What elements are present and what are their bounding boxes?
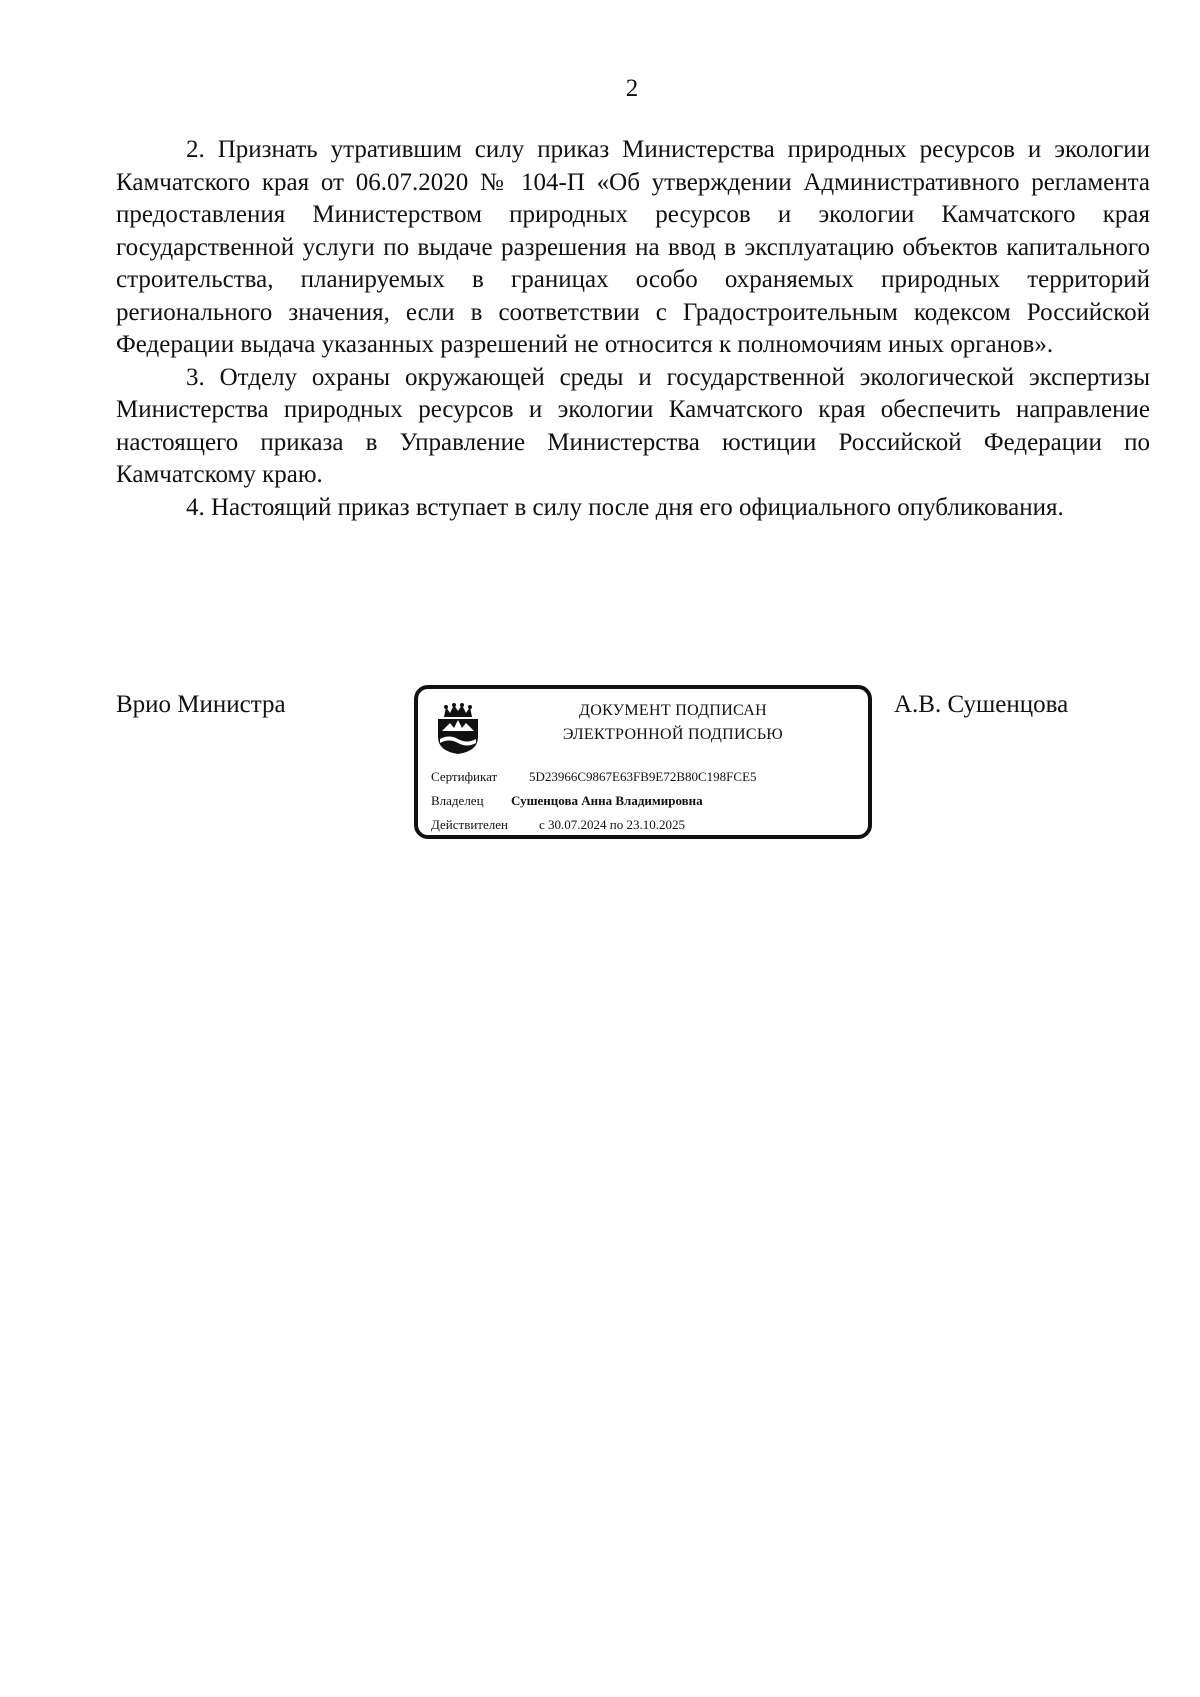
kamchatka-coat-of-arms-icon	[436, 701, 480, 755]
stamp-owner-row	[431, 793, 703, 809]
paragraph-2: 2. Признать утратившим силу приказ Министерства природных ресурсов и экологии Камчатского края от 06.07.2020 № 104-П «Об утверждении Административного регламента предоставления Министерством природных ресурсов и экологии Камчатского края государственной услуги по выдаче разрешения на ввод в эксплуатацию объектов капитального строительства, планируемых в границах особо охраняемых природных территорий регионального значения, если в соответствии с Градостроительным кодексом Российской Федерации выдача указанных разрешений не относится к полномочиям иных органов».	[116, 136, 1150, 358]
stamp-heading	[508, 699, 838, 747]
paragraph-4: 4. Настоящий приказ вступает в силу после дня его официального опубликования.	[186, 493, 1064, 521]
stamp-certificate-label: Сертификат	[431, 769, 498, 784]
stamp-validity-label: Действителен	[431, 817, 508, 832]
stamp-heading-line-1: ДОКУМЕНТ ПОДПИСАН	[579, 702, 767, 719]
stamp-certificate-value: 5D23966C9867E63FB9E72B80C198FCE5	[529, 769, 757, 784]
electronic-signature-stamp	[414, 685, 872, 839]
stamp-validity-row	[431, 817, 685, 833]
stamp-owner-value: Сушенцова Анна Владимировна	[511, 793, 703, 808]
stamp-heading-line-2: ЭЛЕКТРОННОЙ ПОДПИСЬЮ	[562, 726, 784, 743]
paragraph-3: 3. Отделу охраны окружающей среды и государственной экологической экспертизы Министерства природных ресурсов и экологии Камчатского края обеспечить направление настоящего приказа в Управление Министерства юстиции Российской Федерации по Камчатскому краю.	[116, 363, 1150, 488]
signer-position: Врио Министра	[116, 691, 286, 718]
document-body	[116, 134, 1150, 524]
stamp-validity-value: с 30.07.2024 по 23.10.2025	[539, 817, 685, 832]
stamp-certificate-row	[431, 769, 757, 785]
signer-name: А.В. Сушенцова	[894, 691, 1069, 718]
page-number: 2	[625, 75, 639, 102]
stamp-owner-label: Владелец	[431, 793, 484, 808]
